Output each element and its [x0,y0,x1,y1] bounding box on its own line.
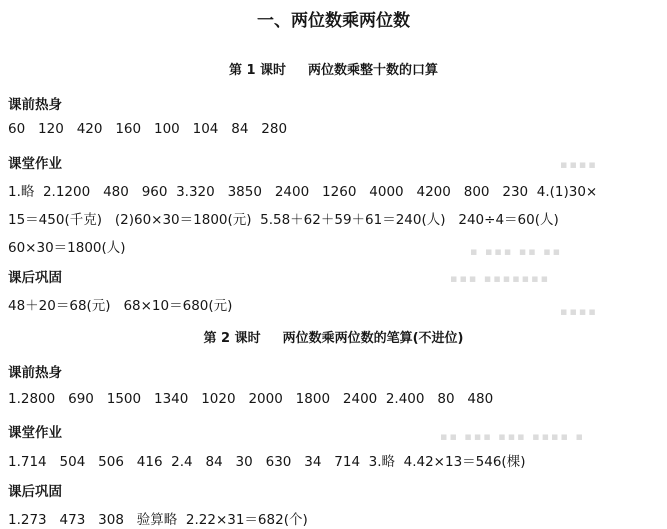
answer-line: 1.略 2.1200 480 960 3.320 3850 2400 1260 4000 4200 800 230 4.(1)30× [8,184,598,200]
answer-line: 60 120 420 160 100 104 84 280 [8,121,288,137]
lesson-2-label: 第 2 课时 [203,331,261,346]
lesson-1-heading [0,59,667,78]
section-heading-homework: 课后巩固 [8,270,62,286]
answer-line: 60×30＝1800(人) [8,240,126,256]
chapter-title: 一、两位数乘两位数 [257,11,410,31]
section-heading-classwork: 课堂作业 [8,425,62,441]
answer-line: 1.273 473 308 验算略 2.22×31＝682(个) [8,512,308,528]
section-heading-classwork: 课堂作业 [8,156,62,172]
section-heading-warmup: 课前热身 [8,365,62,381]
lesson-1-name: 两位数乘整十数的口算 [308,63,439,78]
answer-line: 1.714 504 506 416 2.4 84 30 630 34 714 3.略 4.42×13＝546(棵) [8,454,526,470]
answer-line: 1.2800 690 1500 1340 1020 2000 1800 2400 2.400 80 480 [8,391,494,407]
answer-key-page: ▪▪▪▪ ▪ ▪▪▪ ▪▪ ▪▪ ▪▪▪ ▪▪▪▪▪▪▪ ▪▪▪▪ ▪▪ ▪▪▪ ▪▪▪ ▪▪▪▪ ▪ 一、两位数乘两位数 第 1 课时 两位数乘整十数的口算 课前热身 60 120 420 160 100 104 84 280 课堂作业 1.略 2.1200 480 960 3.320 3850 2400 1260 4000 4200 800 230 4.(1)30× 15＝450(千克) (2)60×30＝1800(元) 5.58＋62＋59＋61＝240(人) 240÷4＝60(人) 60×30＝1800(人) 课后巩固 48＋20＝68(元) 68×10＝680(元) 第 2 课时 两位数乘两位数的笔算(不进位) 课前热身 1.2800 690 1500 1340 1020 2000 1800 2400 2.400 80 480 课堂作业 1.714 504 506 416 2.4 84 30 630 34 714 3.略 4.42×13＝546(棵) 课后巩固 1.273 473 308 验算略 2.22×31＝682(个) [0,0,667,529]
lesson-2-heading [0,327,667,346]
answer-line: 48＋20＝68(元) 68×10＝680(元) [8,298,233,314]
lesson-2-name: 两位数乘两位数的笔算(不进位) [282,331,464,346]
section-heading-warmup: 课前热身 [8,97,62,113]
lesson-1-label: 第 1 课时 [228,63,287,78]
answer-line: 15＝450(千克) (2)60×30＝1800(元) 5.58＋62＋59＋61＝240(人) 240÷4＝60(人) [8,212,559,228]
section-heading-homework: 课后巩固 [8,484,62,500]
